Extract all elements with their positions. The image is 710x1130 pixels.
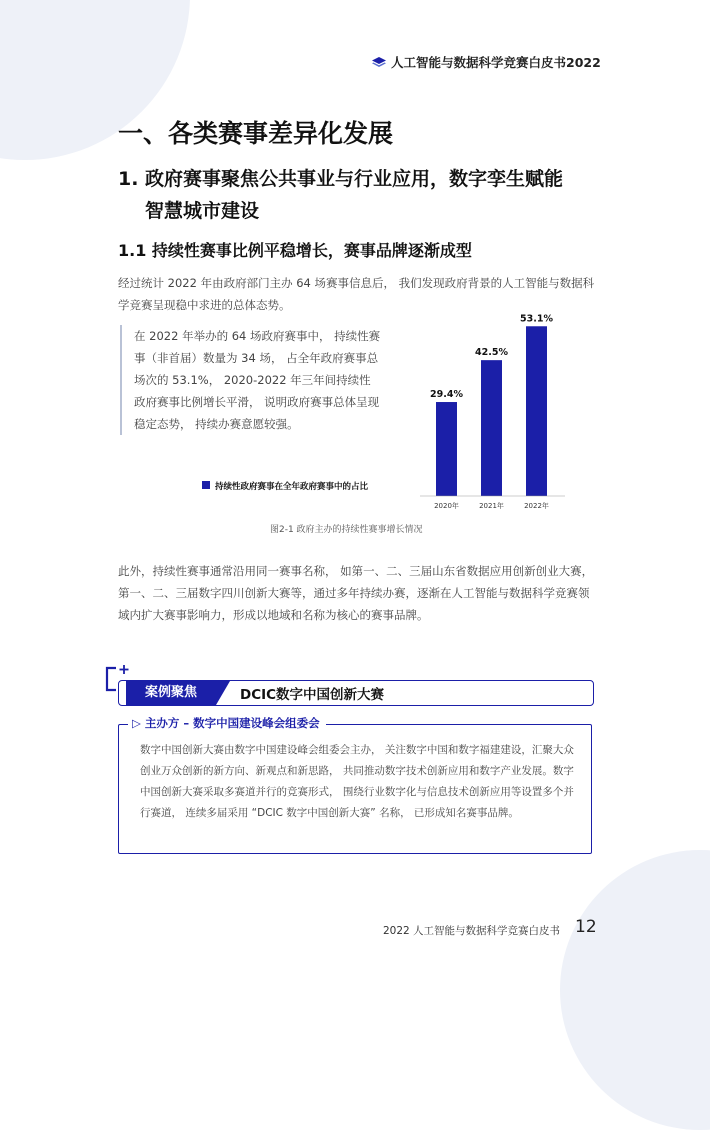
footer-title: 2022 人工智能与数据科学竞赛白皮书: [383, 925, 561, 937]
intro-paragraph: 经过统计 2022 年由政府部门主办 64 场赛事信息后， 我们发现政府背景的人工智能与数据科学竞赛呈现稳中求进的总体态势。: [118, 276, 595, 312]
layers-icon: [372, 57, 386, 68]
subsection-title-line2: 智慧城市建设: [145, 200, 260, 222]
running-header: [372, 53, 601, 71]
x-tick-label: 2022年: [524, 502, 549, 510]
legend-swatch: [202, 481, 210, 489]
subsection-title-line1: 1. 政府赛事聚焦公共事业与行业应用，数字孪生赋能: [118, 168, 564, 190]
figure-caption: 图2-1 政府主办的持续性赛事增长情况: [270, 525, 423, 535]
bar-chart: [190, 300, 590, 515]
sub-subsection-title: 1.1 持续性赛事比例平稳增长，赛事品牌逐渐成型: [118, 241, 472, 260]
case-title: DCIC数字中国创新大赛: [240, 687, 385, 703]
case-organizer: ▷ 主办方 – 数字中国建设峰会组委会: [128, 715, 326, 731]
highlight-quote: 在 2022 年举办的 64 场政府赛事中， 持续性赛事（非首届）数量为 34 场， 占全年政府赛事总场次的 53.1%， 2020-2022 年三年间持续性政府赛事比例增长平滑， 说明政府赛事总体呈现稳定态势， 持续办赛意愿较强。: [120, 325, 382, 435]
bar-2021年: [481, 360, 502, 496]
running-header-text: 人工智能与数据科学竞赛白皮书2022: [391, 55, 601, 70]
section-title: 一、各类赛事差异化发展: [118, 119, 394, 148]
x-tick-label: 2021年: [479, 502, 504, 510]
case-tag: 案例聚焦: [126, 681, 216, 705]
x-tick-label: 2020年: [434, 502, 459, 510]
data-label: 29.4%: [430, 389, 463, 401]
subsection-title: [118, 163, 598, 227]
page-number: 12: [575, 917, 597, 937]
bar-2020年: [436, 402, 457, 496]
case-tag-corner: [216, 681, 230, 705]
legend-label: 持续性政府赛事在全年政府赛事中的占比: [215, 482, 369, 492]
corner-decoration: [560, 850, 710, 1130]
data-label: 42.5%: [475, 347, 508, 359]
body-paragraph: 此外，持续性赛事通常沿用同一赛事名称， 如第一、二、三届山东省数据应用创新创业大赛，第一、二、三届数字四川创新大赛等，通过多年持续办赛，逐渐在人工智能与数据科学竞赛领域内扩大赛事影响力，形成以地域和名称为核心的赛事品牌。: [118, 564, 594, 622]
bar-2022年: [526, 326, 547, 496]
case-description: 数字中国创新大赛由数字中国建设峰会组委会主办， 关注数字中国和数字福建建设，汇聚大众创业万众创新的新方向、新观点和新思路， 共同推动数字技术创新应用和数字产业发展。数字中国创新大赛采取多赛道并行的竞赛形式， 围绕行业数字化与信息技术创新应用等设置多个并行赛道， 连续多届采用 “DCIC 数字中国创新大赛” 名称， 已形成知名赛事品牌。: [140, 744, 574, 819]
data-label: 53.1%: [520, 313, 553, 325]
